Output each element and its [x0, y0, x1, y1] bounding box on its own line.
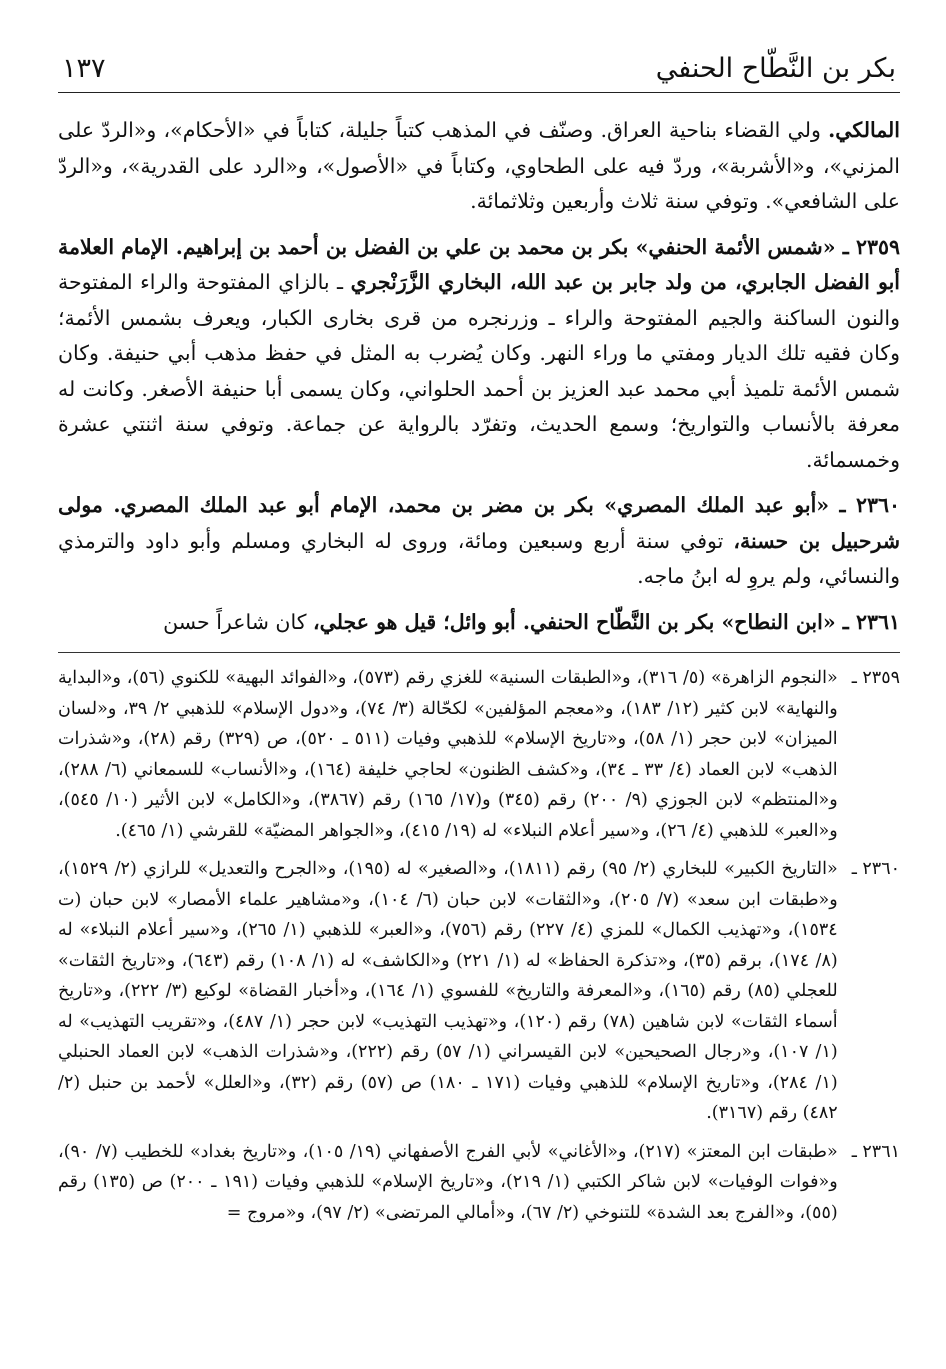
footnote-divider [58, 652, 900, 653]
entry-number: ٢٣٦١ ـ [842, 609, 900, 634]
footnote [58, 1137, 900, 1229]
entry-text: كان شاعراً حسن [163, 609, 313, 634]
book-page [58, 40, 900, 1236]
entry-text: توفي سنة أربع وسبعين ومائة، وروى له البخاري ومسلم وأبو داود والترمذي والنسائي، ولم يروِ له ابنُ ماجه. [58, 528, 900, 588]
entry-heading: «أبو عبد الملك المصري» بكر بن مضر بن محمد، الإمام أبو عبد الملك المصري. مولى شرحبيل بن حسنة، [58, 493, 900, 553]
entry-text: ـ بالزاي المفتوحة والراء المفتوحة والنون الساكنة والجيم المفتوحة والراء ـ وزرنجره من قرى بخارى الكبار، ويعرف بشمس الأئمة؛ وكان فقيه تلك الديار ومفتي ما وراء النهر. وكان يُضرب به المثل في حفظ مذهب أبي حنيفة. وكان شمس الأئمة تلميذ أبي محمد عبد العزيز بن أحمد الحلواني، وكان يسمى أبا حنيفة الأصغر. وكانت له معرفة بالأنساب والتواريخ؛ وسمع الحديث، وتفرّد بالرواية عن جماعة. وتوفي سنة اثنتي عشرة وخمسمائة. [58, 270, 900, 472]
footnote-text: «طبقات ابن المعتز» (٢١٧)، و«الأغاني» لأبي الفرج الأصفهاني (١٩/ ١٠٥)، و«تاريخ بغداد» للخطيب (٧/ ٩٠)، و«فوات الوفيات» لابن شاكر الكتبي (١/ ٢١٩)، و«تاريخ الإسلام» للذهبي وفيات (١٩١ ـ ٢٠٠) ص (١٣٥) رقم (٥٥)، و«الفرج بعد الشدة» للتنوخي (٢/ ٦٧)، و«أمالي المرتضى» (٢/ ٩٧)، و«مروج = [58, 1141, 838, 1223]
running-title: بكر بن النَّطّاح الحنفي [655, 53, 896, 84]
footnote [58, 854, 900, 1129]
footnotes [58, 663, 900, 1228]
entry-heading: «ابن النطاح» بكر بن النَّطّاح الحنفي. أبو وائل؛ قيل هو عجلي، [313, 609, 843, 634]
bold-lead: المالكي. [828, 118, 900, 142]
page-header [58, 40, 900, 93]
main-text [58, 113, 900, 640]
entry-heading: «شمس الأئمة الحنفي» بكر بن محمد بن علي بن الفضل بن أحمد بن إبراهيم. الإمام العلامة أبو الفضل الجابري، من ولد جابر بن عبد الله، البخاري الزَّرَنْجري [58, 234, 900, 294]
footnote-number: ٢٣٥٩ ـ [851, 668, 900, 688]
entry-2360 [58, 488, 900, 595]
footnote-text: «التاريخ الكبير» للبخاري (٢/ ٩٥) رقم (١٨١١)، و«الصغير» له (١٩٥)، و«الجرح والتعديل» للرازي (٢/ ١٥٢٩)، و«طبقات ابن سعد» (٧/ ٢٠٥)، و«الثقات» لابن حبان (٦/ ١٠٤)، و«مشاهير علماء الأمصار» لابن حبان (ت ١٥٣٤)، و«تهذيب الكمال» للمزي (٤/ ٢٢٧) رقم (٧٥٦)، و«العبر» للذهبي (١/ ٢٦٥)، و«سير أعلام النبلاء» له (٨/ ١٧٤)، برقم (٣٥)، و«تذكرة الحفاظ» له (١/ ٢٢١) و«الكاشف» له (١/ ١٠٨) رقم (٦٤٣)، و«تاريخ الثقات» للعجلي (٨٥) رقم (١٦٥)، و«المعرفة والتاريخ» للفسوي (١/ ١٦٤)، و«أخبار القضاة» لوكيع (٣/ ٢٢٢)، و«تاريخ أسماء الثقات» لابن شاهين (٧٨) رقم (١٢٠)، و«تهذيب التهذيب» لابن حجر (١/ ٤٨٧)، و«تقريب التهذيب» له (١/ ١٠٧)، و«رجال الصحيحين» لابن القيسراني (١/ ٥٧) رقم (٢٢٢)، و«شذرات الذهب» لابن العماد الحنبلي (١/ ٢٨٤)، و«تاريخ الإسلام» للذهبي وفيات (١٧١ ـ ١٨٠) ص (٥٧) رقم (٣٢)، و«العلل» لأحمد بن حنبل (٢/ ٤٨٢) رقم (٣١٦٧). [58, 859, 838, 1123]
paragraph-text: ولي القضاء بناحية العراق. وصنّف في المذهب كتباً جليلة، كتاباً في «الأحكام»، و«الردّ على المزني»، و«الأشربة»، وردّ فيه على الطحاوي، وكتاباً في «الأصول»، و«الرد على القدرية»، و«الردّ على الشافعي». وتوفي سنة ثلاث وأربعين وثلاثمائة. [58, 118, 900, 213]
entry-2361 [58, 605, 900, 641]
footnote-number: ٢٣٦٠ ـ [851, 859, 900, 879]
paragraph-continuation [58, 113, 900, 220]
page-number: ١٣٧ [62, 53, 106, 84]
entry-number: ٢٣٦٠ ـ [839, 493, 900, 517]
footnote-number: ٢٣٦١ ـ [851, 1141, 900, 1162]
footnote [58, 663, 900, 846]
entry-number: ٢٣٥٩ ـ [842, 234, 900, 259]
footnote-text: «النجوم الزاهرة» (٥/ ٣١٦)، و«الطبقات السنية» للغزي رقم (٥٧٣)، و«الفوائد البهية» للكنوي (٥٦)، و«البداية والنهاية» لابن كثير (١٢/ ١٨٣)، و«معجم المؤلفين» لكحّالة (٣/ ٧٤)، و«دول الإسلام» للذهبي ٢/ ٣٩، و«لسان الميزان» لابن حجر (١/ ٥٨)، و«تاريخ الإسلام» للذهبي وفيات (٥١١ ـ ٥٢٠)، ص (٣٢٩) رقم (٢٨)، و«شذرات الذهب» لابن العماد (٤/ ٣٣ ـ ٣٤)، و«كشف الظنون» لحاجي خليفة (١٦٤)، و«الأنساب» للسمعاني (٦/ ٢٨٨)، و«المنتظم» لابن الجوزي (٩/ ٢٠٠) رقم (٣٤٥) و(١٧/ ١٦٥) رقم (٣٨٦٧)، و«الكامل» لابن الأثير (١٠/ ٥٤٥)، و«العبر» للذهبي (٤/ ٢٦)، و«سير أعلام النبلاء» له (١٩/ ٤١٥)، و«الجواهر المضيّة» للقرشي (١/ ٤٦٥). [58, 668, 838, 841]
entry-2359 [58, 230, 900, 479]
